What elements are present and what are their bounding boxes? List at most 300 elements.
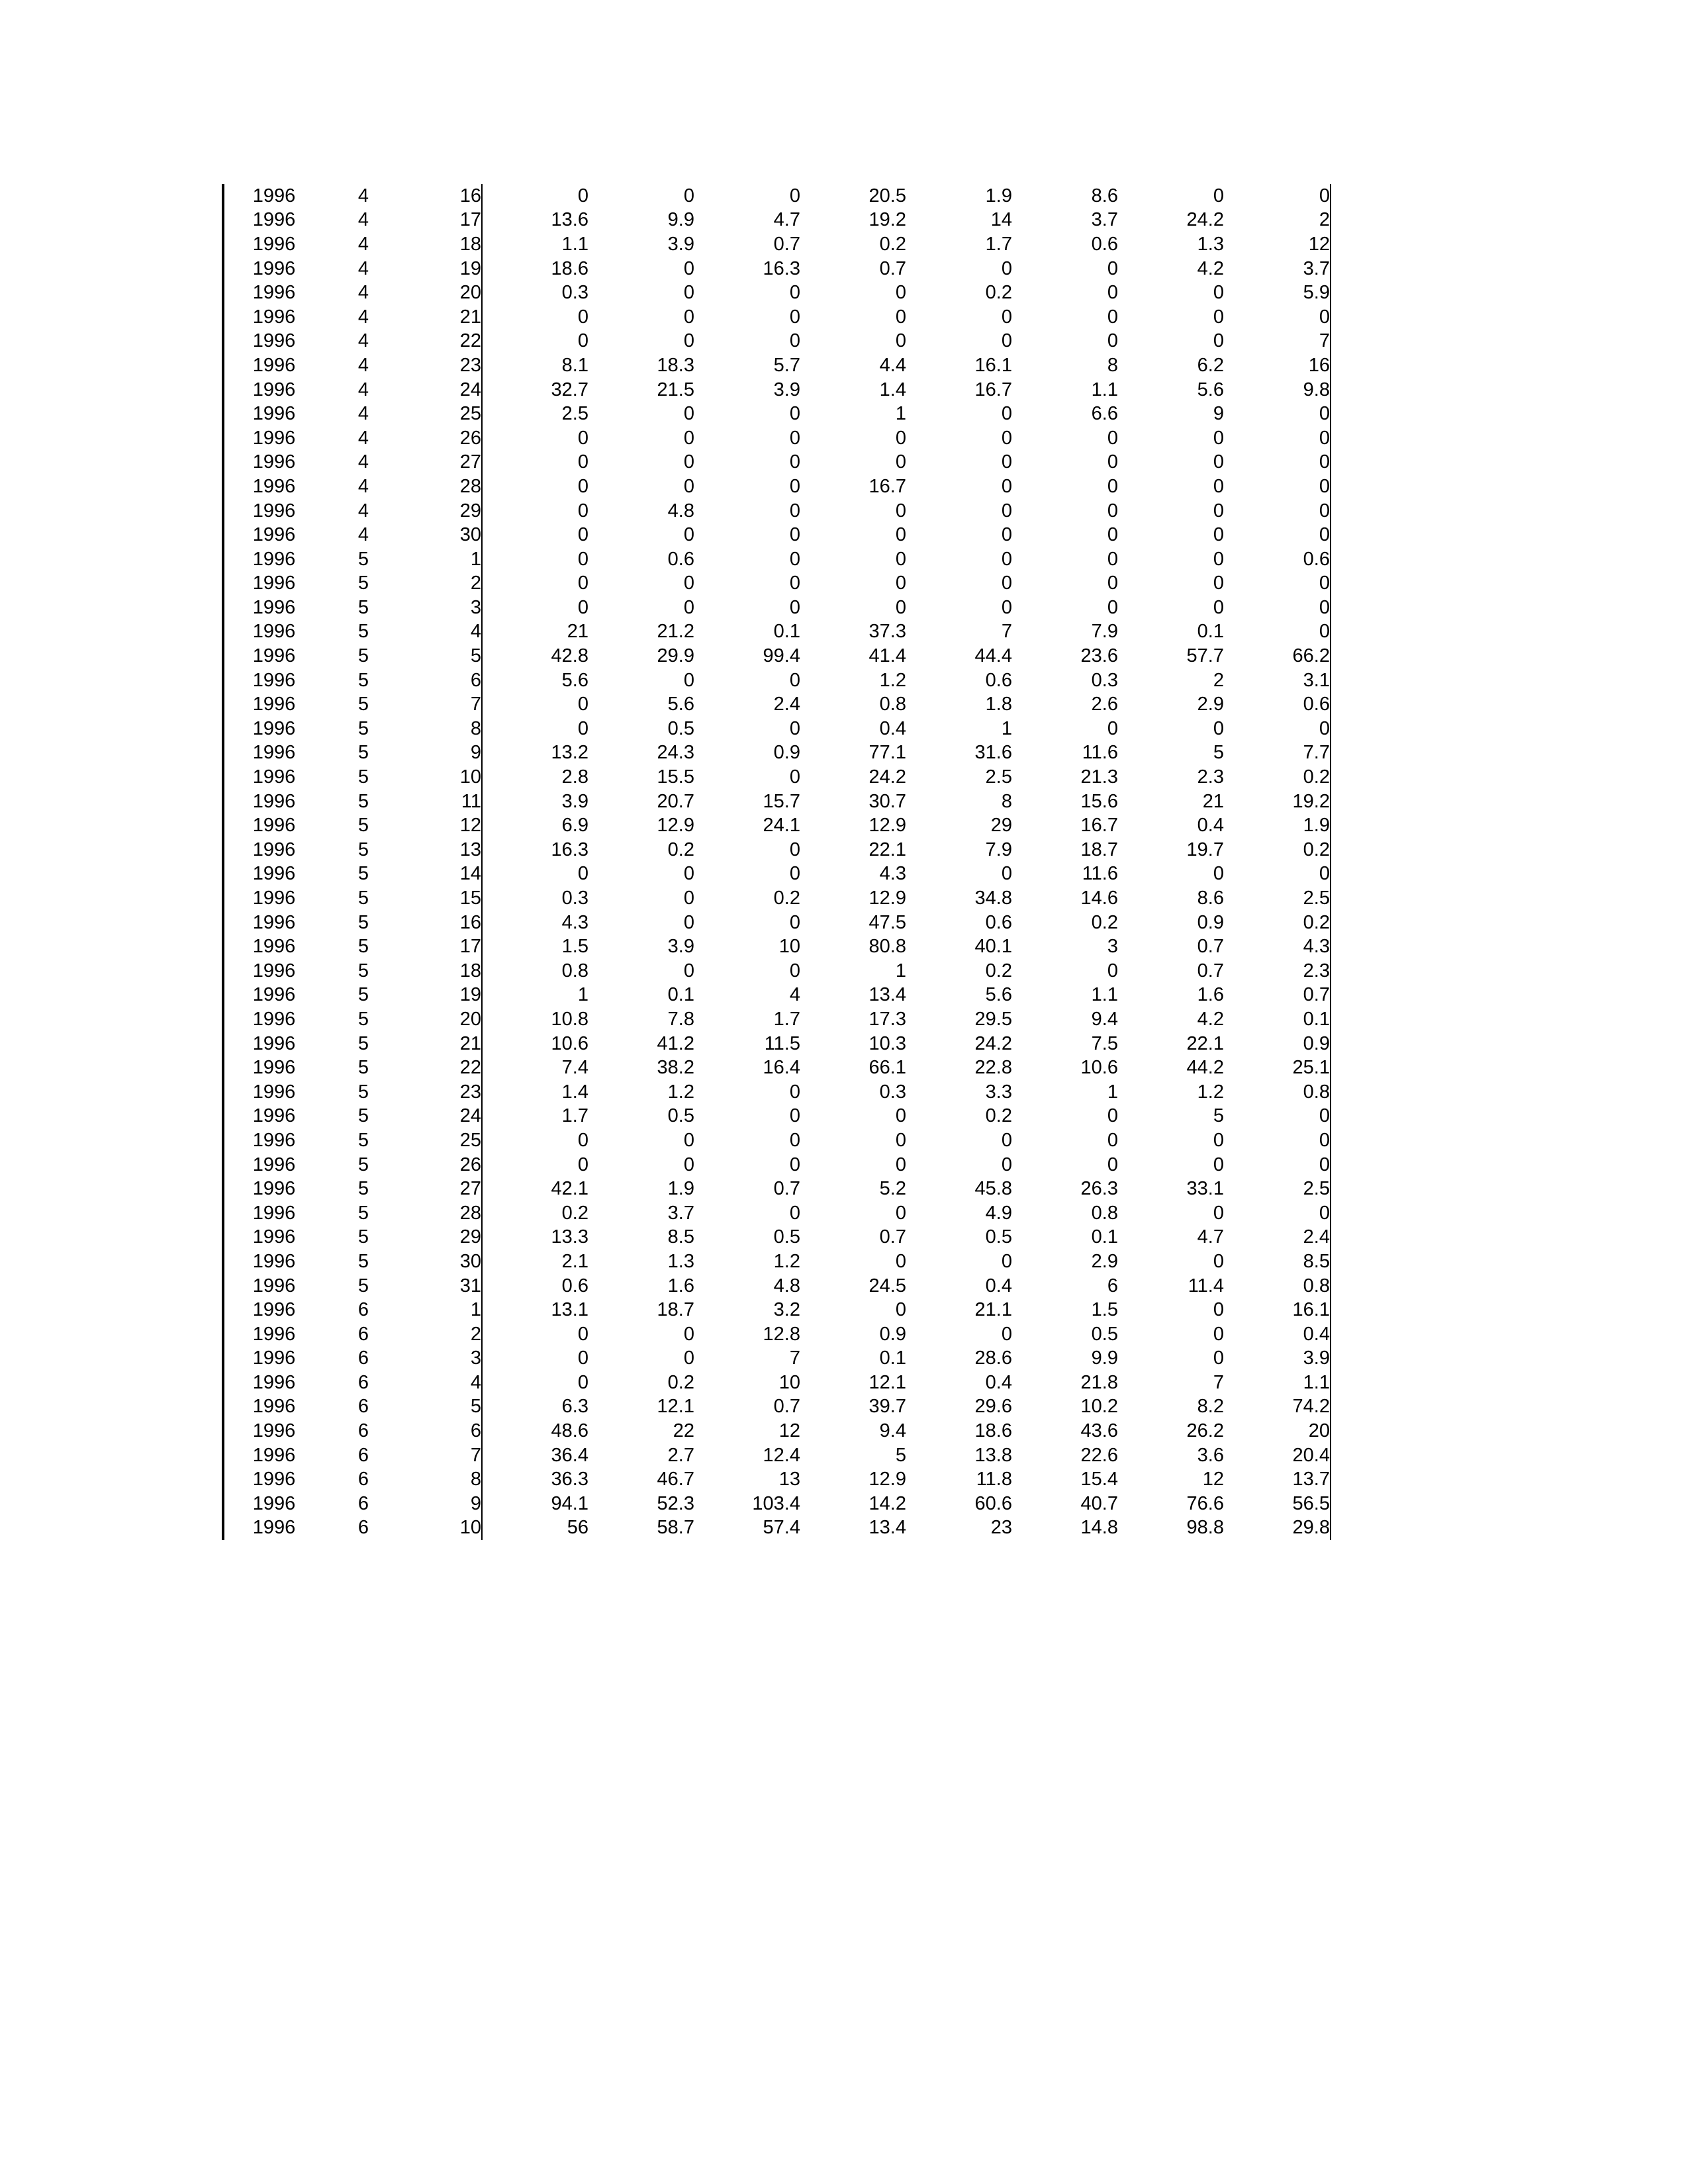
cell-month: 5 — [357, 815, 369, 837]
cell-value: 7.4 — [561, 1057, 588, 1079]
cell-value: 18.3 — [657, 354, 694, 376]
cell-day: 16 — [403, 184, 482, 208]
cell-year: 1996 — [223, 451, 324, 475]
cell-year: 1996 — [223, 813, 324, 838]
cell-value: 0.1 — [667, 984, 694, 1006]
cell-value: 0 — [683, 427, 694, 449]
cell-value: 0 — [789, 524, 800, 546]
cell-value: 1.9 — [1224, 813, 1331, 838]
cell-value: 0 — [1001, 451, 1012, 473]
cell-month: 4 — [357, 475, 369, 497]
cell-value: 47.5 — [868, 911, 906, 933]
cell-value: 0.3 — [561, 887, 588, 909]
cell-value: 1.1 — [1091, 984, 1118, 1006]
table-row — [223, 1347, 1331, 1371]
cell-value: 9.9 — [1091, 1347, 1118, 1369]
cell-value: 0 — [1001, 500, 1012, 522]
cell-value: 16.7 — [974, 379, 1012, 400]
cell-month: 4 — [357, 379, 369, 400]
cell-value: 4.3 — [1224, 934, 1331, 959]
cell-year: 1996 — [223, 499, 324, 523]
cell-day: 24 — [403, 378, 482, 402]
cell-value: 0 — [577, 306, 588, 328]
cell-value: 0 — [1213, 863, 1224, 885]
cell-year: 1996 — [223, 620, 324, 645]
cell-value: 3.9 — [1224, 1347, 1331, 1371]
cell-value: 16.3 — [763, 257, 800, 279]
table-row — [223, 1250, 1331, 1274]
cell-value: 0 — [789, 1129, 800, 1151]
cell-value: 0.7 — [879, 257, 906, 279]
cell-value: 74.2 — [1224, 1395, 1331, 1420]
cell-year: 1996 — [223, 838, 324, 862]
cell-value: 0.9 — [1224, 1032, 1331, 1056]
cell-value: 0 — [895, 1154, 906, 1175]
cell-value: 5.6 — [561, 669, 588, 691]
cell-year: 1996 — [223, 1007, 324, 1032]
cell-value: 14.6 — [1080, 887, 1118, 909]
cell-value: 0 — [683, 282, 694, 304]
cell-day: 1 — [403, 547, 482, 572]
cell-value: 0 — [895, 451, 906, 473]
cell-value: 2.9 — [1197, 694, 1224, 715]
cell-value: 2.4 — [1224, 1226, 1331, 1250]
cell-year: 1996 — [223, 717, 324, 741]
cell-value: 0 — [683, 596, 694, 618]
cell-year: 1996 — [223, 475, 324, 499]
cell-value: 2.1 — [561, 1250, 588, 1272]
table-row — [223, 741, 1331, 766]
cell-value: 11.5 — [764, 1032, 800, 1054]
cell-value: 24.1 — [763, 815, 800, 837]
cell-month: 5 — [357, 1154, 369, 1175]
cell-value: 0.2 — [1224, 765, 1331, 790]
cell-value: 0 — [1213, 1129, 1224, 1151]
cell-day: 7 — [403, 692, 482, 717]
cell-value: 4 — [789, 984, 800, 1006]
cell-value: 0 — [1107, 330, 1118, 352]
cell-value: 99.4 — [763, 645, 800, 667]
cell-year: 1996 — [223, 1492, 324, 1516]
cell-value: 0 — [577, 1154, 588, 1175]
cell-value: 19.7 — [1186, 839, 1224, 860]
cell-value: 7.9 — [985, 839, 1012, 860]
table-row — [223, 547, 1331, 572]
table-row — [223, 475, 1331, 499]
cell-year: 1996 — [223, 886, 324, 911]
table-row — [223, 499, 1331, 523]
cell-value: 18.6 — [551, 257, 588, 279]
cell-value: 4.2 — [1197, 1008, 1224, 1030]
cell-value: 1.1 — [1091, 379, 1118, 400]
cell-year: 1996 — [223, 1516, 324, 1541]
cell-value: 0 — [1107, 475, 1118, 497]
cell-day: 8 — [403, 717, 482, 741]
cell-value: 2.3 — [1224, 959, 1331, 983]
cell-month: 4 — [357, 185, 369, 206]
cell-value: 2.5 — [561, 403, 588, 425]
cell-value: 5 — [1213, 742, 1224, 764]
cell-value: 0 — [789, 306, 800, 328]
cell-value: 0 — [1224, 596, 1331, 620]
cell-day: 20 — [403, 281, 482, 305]
cell-value: 3.6 — [1197, 1444, 1224, 1466]
cell-value: 0 — [1224, 499, 1331, 523]
cell-year: 1996 — [223, 959, 324, 983]
cell-month: 6 — [357, 1420, 369, 1442]
cell-day: 2 — [403, 572, 482, 596]
cell-value: 0 — [577, 1371, 588, 1393]
cell-year: 1996 — [223, 862, 324, 887]
cell-year: 1996 — [223, 741, 324, 766]
cell-value: 6.3 — [561, 1396, 588, 1418]
cell-value: 19.2 — [1224, 790, 1331, 814]
cell-value: 42.1 — [551, 1178, 588, 1200]
table-row — [223, 353, 1331, 378]
cell-value: 1.4 — [879, 379, 906, 400]
cell-year: 1996 — [223, 1032, 324, 1056]
cell-value: 4.9 — [985, 1202, 1012, 1224]
table-row — [223, 232, 1331, 257]
cell-value: 0 — [1213, 548, 1224, 570]
cell-value: 22.8 — [974, 1057, 1012, 1079]
cell-value: 0.5 — [667, 1105, 694, 1127]
cell-value: 0 — [1107, 572, 1118, 594]
cell-value: 0.1 — [879, 1347, 906, 1369]
cell-day: 29 — [403, 499, 482, 523]
cell-value: 1.4 — [561, 1081, 588, 1103]
cell-value: 0 — [789, 500, 800, 522]
cell-year: 1996 — [223, 1105, 324, 1129]
cell-value: 16.7 — [1080, 815, 1118, 837]
cell-value: 24.2 — [1186, 209, 1224, 231]
cell-value: 0 — [789, 863, 800, 885]
cell-value: 5.9 — [1224, 281, 1331, 305]
table-body — [223, 184, 1331, 1540]
cell-month: 5 — [357, 548, 369, 570]
data-table-container — [222, 184, 1331, 1540]
cell-value: 0 — [683, 451, 694, 473]
cell-value: 2.5 — [985, 766, 1012, 788]
cell-value: 0 — [683, 911, 694, 933]
cell-value: 32.7 — [551, 379, 588, 400]
cell-value: 0.8 — [1224, 1274, 1331, 1298]
cell-year: 1996 — [223, 1347, 324, 1371]
cell-value: 29.5 — [974, 1008, 1012, 1030]
cell-value: 0 — [1224, 451, 1331, 475]
cell-year: 1996 — [223, 305, 324, 330]
cell-value: 0 — [1107, 451, 1118, 473]
cell-value: 0 — [1224, 475, 1331, 499]
cell-day: 17 — [403, 934, 482, 959]
cell-value: 2.5 — [1224, 886, 1331, 911]
cell-month: 5 — [357, 911, 369, 933]
cell-month: 5 — [357, 839, 369, 860]
cell-value: 77.1 — [868, 742, 906, 764]
cell-value: 16.3 — [551, 839, 588, 860]
cell-value: 1.6 — [667, 1275, 694, 1297]
cell-month: 5 — [357, 960, 369, 981]
table-row — [223, 983, 1331, 1008]
cell-value: 52.3 — [657, 1492, 694, 1514]
cell-day: 27 — [403, 451, 482, 475]
table-row — [223, 1274, 1331, 1298]
cell-day: 27 — [403, 1177, 482, 1201]
cell-year: 1996 — [223, 1128, 324, 1153]
cell-value: 40.7 — [1080, 1492, 1118, 1514]
cell-value: 26.3 — [1080, 1178, 1118, 1200]
cell-value: 0 — [577, 863, 588, 885]
cell-value: 0 — [683, 1129, 694, 1151]
cell-value: 20.5 — [868, 185, 906, 206]
cell-day: 14 — [403, 862, 482, 887]
cell-month: 5 — [357, 742, 369, 764]
cell-day: 11 — [403, 790, 482, 814]
cell-value: 0 — [1224, 402, 1331, 426]
cell-month: 5 — [357, 645, 369, 667]
cell-month: 5 — [357, 1226, 369, 1248]
cell-value: 17.3 — [868, 1008, 906, 1030]
cell-value: 7 — [1224, 330, 1331, 354]
cell-month: 6 — [357, 1299, 369, 1321]
cell-value: 0.2 — [985, 960, 1012, 981]
cell-value: 0 — [789, 475, 800, 497]
cell-value: 30.7 — [868, 790, 906, 812]
cell-value: 28.6 — [974, 1347, 1012, 1369]
cell-value: 0 — [789, 669, 800, 691]
cell-value: 7 — [1001, 621, 1012, 643]
cell-day: 26 — [403, 1153, 482, 1177]
table-row — [223, 208, 1331, 233]
cell-value: 0.8 — [879, 694, 906, 715]
cell-value: 0 — [683, 306, 694, 328]
cell-month: 6 — [357, 1323, 369, 1345]
cell-month: 4 — [357, 451, 369, 473]
table-row — [223, 1371, 1331, 1395]
cell-year: 1996 — [223, 257, 324, 281]
cell-value: 1.7 — [985, 233, 1012, 255]
table-row — [223, 596, 1331, 620]
cell-year: 1996 — [223, 426, 324, 451]
cell-value: 0.4 — [1224, 1322, 1331, 1347]
cell-year: 1996 — [223, 1443, 324, 1468]
cell-value: 0.8 — [561, 960, 588, 981]
cell-month: 5 — [357, 863, 369, 885]
cell-value: 0 — [577, 475, 588, 497]
cell-value: 0 — [1213, 1299, 1224, 1321]
cell-value: 0 — [683, 257, 694, 279]
cell-day: 18 — [403, 232, 482, 257]
cell-month: 5 — [357, 766, 369, 788]
cell-value: 4.4 — [879, 354, 906, 376]
cell-value: 7 — [1213, 1371, 1224, 1393]
cell-value: 0.9 — [773, 742, 800, 764]
cell-month: 5 — [357, 1250, 369, 1272]
cell-value: 0.3 — [1091, 669, 1118, 691]
cell-value: 0 — [895, 1202, 906, 1224]
cell-value: 0 — [1213, 1250, 1224, 1272]
cell-value: 0 — [1213, 1202, 1224, 1224]
cell-value: 0.9 — [1197, 911, 1224, 933]
cell-month: 5 — [357, 717, 369, 739]
cell-value: 0.2 — [561, 1202, 588, 1224]
cell-value: 16.1 — [1224, 1298, 1331, 1322]
cell-value: 7.7 — [1224, 741, 1331, 766]
cell-day: 6 — [403, 1419, 482, 1443]
table-row — [223, 184, 1331, 208]
cell-value: 0.6 — [667, 548, 694, 570]
cell-value: 0 — [789, 548, 800, 570]
cell-month: 4 — [357, 282, 369, 304]
cell-year: 1996 — [223, 208, 324, 233]
cell-value: 0.9 — [879, 1323, 906, 1345]
cell-value: 3.7 — [1091, 209, 1118, 231]
cell-value: 0 — [577, 185, 588, 206]
cell-value: 0 — [789, 1154, 800, 1175]
cell-value: 12.4 — [763, 1444, 800, 1466]
cell-value: 0.2 — [667, 839, 694, 860]
cell-value: 12.9 — [868, 815, 906, 837]
cell-value: 0 — [1001, 524, 1012, 546]
cell-value: 11.8 — [976, 1469, 1012, 1490]
cell-value: 0 — [683, 330, 694, 352]
cell-value: 0 — [1213, 185, 1224, 206]
cell-value: 38.2 — [657, 1057, 694, 1079]
cell-day: 30 — [403, 1250, 482, 1274]
cell-month: 6 — [357, 1396, 369, 1418]
cell-value: 1.3 — [1197, 233, 1224, 255]
cell-day: 4 — [403, 620, 482, 645]
cell-value: 16.4 — [763, 1057, 800, 1079]
cell-day: 16 — [403, 911, 482, 935]
cell-day: 6 — [403, 668, 482, 693]
cell-value: 0.6 — [985, 911, 1012, 933]
cell-value: 43.6 — [1080, 1420, 1118, 1442]
cell-value: 11.6 — [1082, 742, 1118, 764]
cell-value: 12.1 — [657, 1396, 694, 1418]
cell-value: 0 — [1213, 524, 1224, 546]
cell-value: 0 — [577, 500, 588, 522]
cell-year: 1996 — [223, 668, 324, 693]
cell-value: 0 — [683, 524, 694, 546]
cell-month: 4 — [357, 427, 369, 449]
cell-value: 0 — [789, 1105, 800, 1127]
cell-value: 22.6 — [1080, 1444, 1118, 1466]
cell-month: 5 — [357, 984, 369, 1006]
cell-year: 1996 — [223, 1250, 324, 1274]
cell-value: 0 — [1001, 1250, 1012, 1272]
cell-value: 0 — [1224, 717, 1331, 741]
cell-value: 0 — [577, 596, 588, 618]
cell-value: 1.7 — [561, 1105, 588, 1127]
cell-value: 4.7 — [1197, 1226, 1224, 1248]
cell-month: 5 — [357, 1178, 369, 1200]
cell-value: 15.7 — [763, 790, 800, 812]
table-row — [223, 1080, 1331, 1105]
cell-year: 1996 — [223, 1419, 324, 1443]
table-row — [223, 1177, 1331, 1201]
cell-month: 4 — [357, 233, 369, 255]
cell-value: 6 — [1107, 1275, 1118, 1297]
cell-day: 23 — [403, 353, 482, 378]
cell-value: 24.3 — [657, 742, 694, 764]
cell-value: 57.7 — [1186, 645, 1224, 667]
cell-value: 0 — [895, 1105, 906, 1127]
cell-value: 0 — [1107, 717, 1118, 739]
cell-day: 28 — [403, 475, 482, 499]
cell-value: 33.1 — [1186, 1178, 1224, 1200]
cell-day: 9 — [403, 1492, 482, 1516]
table-row — [223, 813, 1331, 838]
cell-year: 1996 — [223, 523, 324, 547]
cell-value: 13.6 — [551, 209, 588, 231]
cell-value: 0 — [1213, 1347, 1224, 1369]
cell-day: 23 — [403, 1080, 482, 1105]
cell-value: 0 — [577, 1129, 588, 1151]
cell-value: 8 — [1107, 354, 1118, 376]
cell-value: 12.1 — [868, 1371, 906, 1393]
cell-value: 0.8 — [1091, 1202, 1118, 1224]
cell-value: 0 — [683, 1347, 694, 1369]
cell-value: 1.8 — [985, 694, 1012, 715]
cell-value: 0 — [895, 1299, 906, 1321]
cell-value: 0.2 — [1224, 911, 1331, 935]
cell-value: 0.1 — [1224, 1007, 1331, 1032]
cell-value: 19.2 — [868, 209, 906, 231]
cell-day: 8 — [403, 1467, 482, 1492]
cell-value: 24.2 — [868, 766, 906, 788]
cell-value: 0.2 — [879, 233, 906, 255]
cell-value: 0 — [577, 548, 588, 570]
cell-value: 13.7 — [1224, 1467, 1331, 1492]
cell-value: 0 — [1001, 403, 1012, 425]
cell-month: 5 — [357, 790, 369, 812]
cell-value: 0 — [789, 451, 800, 473]
cell-value: 21.1 — [974, 1299, 1012, 1321]
cell-value: 0.7 — [1224, 983, 1331, 1008]
cell-value: 5.6 — [667, 694, 694, 715]
table-row — [223, 862, 1331, 887]
cell-value: 3.7 — [667, 1202, 694, 1224]
cell-value: 5.2 — [879, 1178, 906, 1200]
cell-year: 1996 — [223, 402, 324, 426]
cell-value: 0 — [789, 282, 800, 304]
cell-value: 12 — [1202, 1469, 1224, 1490]
cell-value: 1.2 — [773, 1250, 800, 1272]
cell-value: 15.5 — [657, 766, 694, 788]
cell-value: 0 — [789, 403, 800, 425]
cell-month: 5 — [357, 1032, 369, 1054]
cell-value: 14.8 — [1080, 1517, 1118, 1539]
cell-day: 17 — [403, 208, 482, 233]
cell-month: 6 — [357, 1444, 369, 1466]
cell-month: 5 — [357, 596, 369, 618]
cell-value: 41.4 — [868, 645, 906, 667]
cell-value: 0 — [789, 911, 800, 933]
cell-year: 1996 — [223, 1395, 324, 1420]
cell-value: 0.6 — [1091, 233, 1118, 255]
cell-day: 30 — [403, 523, 482, 547]
cell-value: 2 — [1224, 208, 1331, 233]
cell-value: 0 — [1224, 1105, 1331, 1129]
cell-value: 21 — [1202, 790, 1224, 812]
cell-value: 16.1 — [974, 354, 1012, 376]
cell-value: 45.8 — [974, 1178, 1012, 1200]
cell-value: 0 — [1224, 620, 1331, 645]
cell-value: 14.2 — [868, 1492, 906, 1514]
cell-value: 20 — [1224, 1419, 1331, 1443]
cell-day: 3 — [403, 596, 482, 620]
